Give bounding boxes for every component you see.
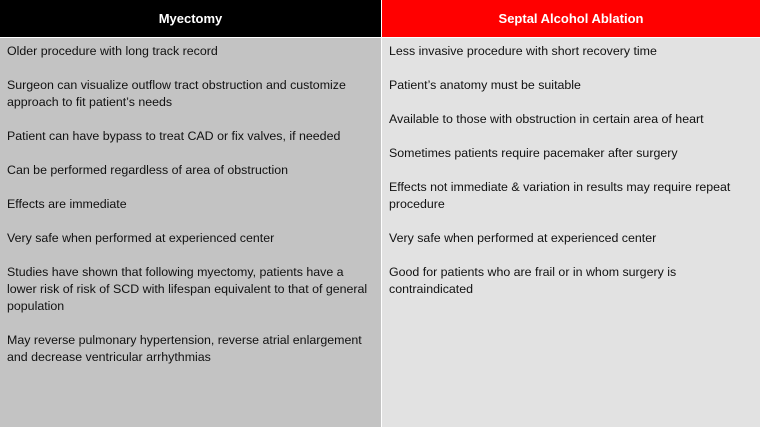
myectomy-item: Patient can have bypass to treat CAD or fix valves, if needed: [7, 129, 341, 143]
septal-ablation-item: Sometimes patients require pacemaker after surgery: [389, 146, 678, 160]
myectomy-list: [0, 38, 381, 366]
myectomy-item: Effects are immediate: [7, 197, 127, 211]
septal-ablation-list: [382, 38, 760, 298]
septal-ablation-item: Available to those with obstruction in certain area of heart: [389, 112, 704, 126]
myectomy-header: Myectomy: [0, 0, 381, 38]
septal-ablation-column: [382, 0, 760, 427]
myectomy-item: Older procedure with long track record: [7, 44, 218, 58]
myectomy-item: Very safe when performed at experienced center: [7, 231, 275, 245]
septal-ablation-item: Effects not immediate & variation in results may require repeat procedure: [389, 180, 731, 211]
septal-ablation-item: Less invasive procedure with short recovery time: [389, 44, 657, 58]
septal-ablation-item: Good for patients who are frail or in whom surgery is contraindicated: [389, 265, 677, 296]
myectomy-item: Studies have shown that following myectomy, patients have a lower risk of risk of SCD with lifespan equivalent to that of general population: [7, 265, 368, 313]
myectomy-item: Surgeon can visualize outflow tract obstruction and customize approach to fit patient’s needs: [7, 78, 346, 109]
myectomy-item: May reverse pulmonary hypertension, reverse atrial enlargement and decrease ventricular arrhythmias: [7, 333, 362, 364]
septal-ablation-header: Septal Alcohol Ablation: [382, 0, 760, 38]
myectomy-item: Can be performed regardless of area of obstruction: [7, 163, 289, 177]
septal-ablation-item: Very safe when performed at experienced center: [389, 231, 657, 245]
septal-ablation-item: Patient’s anatomy must be suitable: [389, 78, 581, 92]
